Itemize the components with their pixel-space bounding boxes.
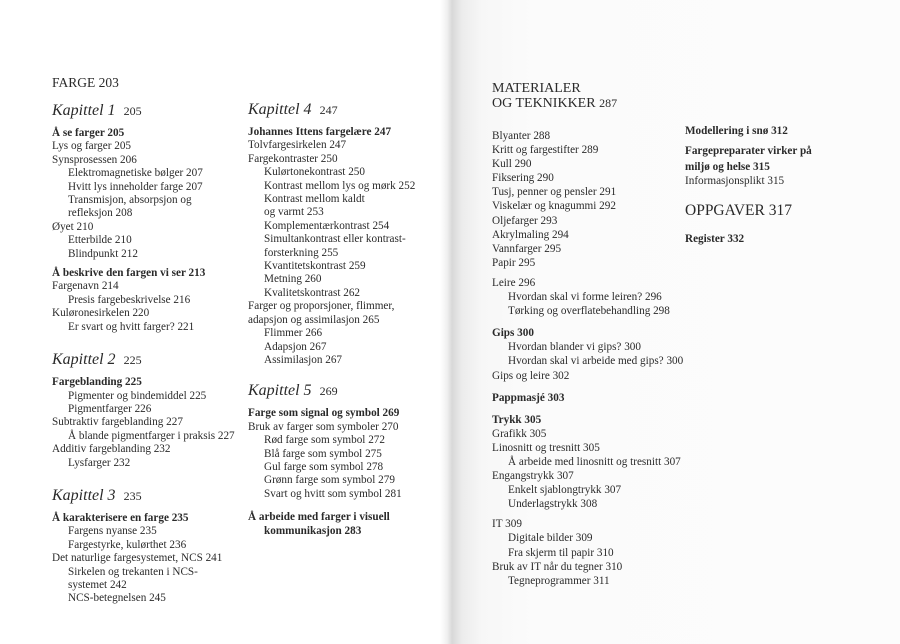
toc-entry: Etterbilde 210 xyxy=(68,234,132,247)
toc-entry: Digitale bilder 309 xyxy=(508,532,593,545)
toc-entry: Leire 296 xyxy=(492,276,536,289)
section-page: 203 xyxy=(98,75,119,90)
toc-entry: Komplementærkontrast 254 xyxy=(264,219,390,232)
toc-entry: Øyet 210 xyxy=(52,220,94,233)
toc-entry: Er svart og hvitt farger? 221 xyxy=(68,320,195,333)
toc-entry: Modellering i snø 312 xyxy=(685,125,788,137)
toc-entry: Flimmer 266 xyxy=(264,327,323,340)
toc-entry: Oljefarger 293 xyxy=(492,214,558,227)
toc-entry: Kritt og fargestifter 289 xyxy=(492,144,599,157)
toc-entry: Bruk av farger som symboler 270 xyxy=(248,420,399,433)
chapter-2-heading xyxy=(52,350,235,370)
toc-entry: Tolvfargesirkelen 247 xyxy=(248,139,347,152)
toc-entry: Pigmentfarger 226 xyxy=(68,402,152,415)
toc-entry: Metning 260 xyxy=(264,273,322,286)
toc-entry: Blindpunkt 212 xyxy=(68,247,138,260)
section-farge xyxy=(52,75,235,91)
toc-entry: Tørking og overflatebehandling 298 xyxy=(508,305,670,318)
toc-entry: Viskelær og knagummi 292 xyxy=(492,200,616,213)
toc-column-3 xyxy=(492,82,683,588)
toc-entry: Sirkelen og trekanten i NCS- xyxy=(68,565,198,578)
toc-entry: Additiv fargeblanding 232 xyxy=(52,443,171,456)
toc-entry: Å beskrive den fargen vi ser 213 xyxy=(52,267,206,280)
toc-entry: Å blande pigmentfarger i praksis 227 xyxy=(68,429,235,442)
section-title: FARGE xyxy=(52,75,96,90)
toc-entry: Simultankontrast eller kontrast- xyxy=(264,233,406,246)
toc-entry: Gips 300 xyxy=(492,327,534,340)
toc-entry: NCS-betegnelsen 245 xyxy=(68,592,166,605)
chapter-title: Kapittel 2 xyxy=(52,351,116,369)
chapter-title: Kapittel 5 xyxy=(248,382,312,400)
chapter-page: 205 xyxy=(123,104,142,118)
toc-entry: Tusj, penner og pensler 291 xyxy=(492,186,617,199)
toc-entry: Grønn farge som symbol 279 xyxy=(264,474,395,487)
toc-entry: Gul farge som symbol 278 xyxy=(264,460,384,473)
toc-entry: Lys og farger 205 xyxy=(52,140,132,153)
section-materialer xyxy=(492,82,683,111)
toc-entry: Hvordan skal vi arbeide med gips? 300 xyxy=(508,355,684,368)
toc-entry: forsterkning 255 xyxy=(264,246,339,259)
toc-entry: Å arbeide med linosnitt og tresnitt 307 xyxy=(508,455,681,468)
chapter-page: 225 xyxy=(123,353,142,368)
toc-entry: Assimilasjon 267 xyxy=(264,353,343,366)
toc-entry: Det naturlige fargesystemet, NCS 241 xyxy=(52,552,223,565)
toc-entry: Vannfarger 295 xyxy=(492,242,562,255)
chapter-page: 269 xyxy=(319,384,338,399)
toc-entry: Lysfarger 232 xyxy=(68,456,131,469)
toc-entry: Fargenavn 214 xyxy=(52,280,119,293)
toc-entry: Farge som signal og symbol 269 xyxy=(248,407,400,420)
toc-entry: Engangstrykk 307 xyxy=(492,470,574,483)
toc-entry: Subtraktiv fargeblanding 227 xyxy=(52,416,183,429)
toc-entry: Å karakterisere en farge 235 xyxy=(52,511,189,524)
toc-entry: Fargens nyanse 235 xyxy=(68,525,157,538)
toc-entry: Underlagstrykk 308 xyxy=(508,498,598,511)
toc-entry: Fargestyrke, kulørthet 236 xyxy=(68,538,187,551)
section-title-line-1: MATERIALER xyxy=(492,81,581,96)
toc-entry: Gips og leire 302 xyxy=(492,369,570,382)
toc-column-1 xyxy=(52,75,235,606)
toc-entry: Å arbeide med farger i visuell xyxy=(248,511,390,524)
toc-entry: Transmisjon, absorpsjon og xyxy=(68,194,192,207)
toc-entry: Trykk 305 xyxy=(492,413,542,426)
chapter-4-heading xyxy=(248,100,415,120)
toc-entry: Hvitt lys inneholder farge 207 xyxy=(68,180,203,193)
toc-entry: Elektromagnetiske bølger 207 xyxy=(68,167,203,180)
toc-entry: Papir 295 xyxy=(492,256,536,269)
chapter-page: 247 xyxy=(319,103,338,117)
section-title-line-2 xyxy=(492,96,683,111)
toc-entry: Bruk av IT når du tegner 310 xyxy=(492,560,623,573)
toc-entry: Pigmenter og bindemiddel 225 xyxy=(68,389,207,402)
chapter-title: Kapittel 4 xyxy=(248,101,312,118)
toc-entry: Blyanter 288 xyxy=(492,130,551,142)
section-oppgaver: OPPGAVER 317 xyxy=(685,202,792,220)
toc-entry: Tegneprogrammer 311 xyxy=(508,574,610,587)
toc-entry: Fiksering 290 xyxy=(492,172,554,185)
toc-entry: Å se farger 205 xyxy=(52,127,125,139)
chapter-3-heading xyxy=(52,486,235,506)
toc-column-2 xyxy=(248,94,415,538)
toc-entry: Hvordan blander vi gips? 300 xyxy=(508,341,641,354)
toc-entry: Svart og hvitt som symbol 281 xyxy=(264,487,402,500)
toc-entry: Kull 290 xyxy=(492,158,532,171)
toc-entry: Fargekontraster 250 xyxy=(248,152,338,165)
toc-entry: miljø og helse 315 xyxy=(685,161,770,174)
chapter-title: Kapittel 3 xyxy=(52,486,116,504)
chapter-5-heading xyxy=(248,381,415,401)
toc-entry: adapsjon og assimilasjon 265 xyxy=(248,313,380,326)
toc-entry: Fargepreparater virker på xyxy=(685,145,812,158)
toc-entry: og varmt 253 xyxy=(264,206,324,219)
toc-entry: Grafikk 305 xyxy=(492,427,547,440)
section-page: 287 xyxy=(599,96,618,110)
toc-entry: Adapsjon 267 xyxy=(264,340,327,353)
toc-entry: Kvantitetskontrast 259 xyxy=(264,260,366,273)
toc-entry: Kulørtonekontrast 250 xyxy=(264,166,365,179)
toc-entry: systemet 242 xyxy=(68,578,127,591)
toc-entry: Kontrast mellom lys og mørk 252 xyxy=(264,179,416,192)
chapter-page: 235 xyxy=(123,488,142,503)
toc-entry: Johannes Ittens fargelære 247 xyxy=(248,126,392,138)
toc-entry: Akrylmaling 294 xyxy=(492,228,569,241)
toc-entry: Informasjonsplikt 315 xyxy=(685,175,785,188)
toc-entry: Farger og proporsjoner, flimmer, xyxy=(248,300,395,313)
toc-entry: Enkelt sjablongtrykk 307 xyxy=(508,484,622,497)
toc-entry: Linosnitt og tresnitt 305 xyxy=(492,441,600,454)
toc-entry: Kvalitetskontrast 262 xyxy=(264,286,361,299)
toc-entry: Blå farge som symbol 275 xyxy=(264,447,382,460)
toc-entry: refleksjon 208 xyxy=(68,207,133,220)
toc-entry: Fra skjerm til papir 310 xyxy=(508,546,614,559)
toc-entry: IT 309 xyxy=(492,518,522,531)
right-page xyxy=(452,0,900,644)
toc-entry: Kontrast mellom kaldt xyxy=(264,193,365,206)
toc-entry: Rød farge som symbol 272 xyxy=(264,434,385,447)
toc-entry: Synsprosessen 206 xyxy=(52,153,137,166)
toc-entry: Kuløronesirkelen 220 xyxy=(52,307,150,320)
section-title: OG TEKNIKKER xyxy=(492,96,596,111)
toc-entry: Hvordan skal vi forme leiren? 296 xyxy=(508,291,662,304)
toc-entry-register: Register 332 xyxy=(685,233,745,246)
chapter-title: Kapittel 1 xyxy=(52,102,116,119)
toc-entry: Presis fargebeskrivelse 216 xyxy=(68,293,191,306)
toc-entry: Pappmasjé 303 xyxy=(492,391,565,404)
toc-entry: Fargeblanding 225 xyxy=(52,376,142,389)
chapter-1-heading xyxy=(52,101,235,121)
toc-column-4 xyxy=(685,122,812,246)
toc-entry: kommunikasjon 283 xyxy=(264,524,362,537)
